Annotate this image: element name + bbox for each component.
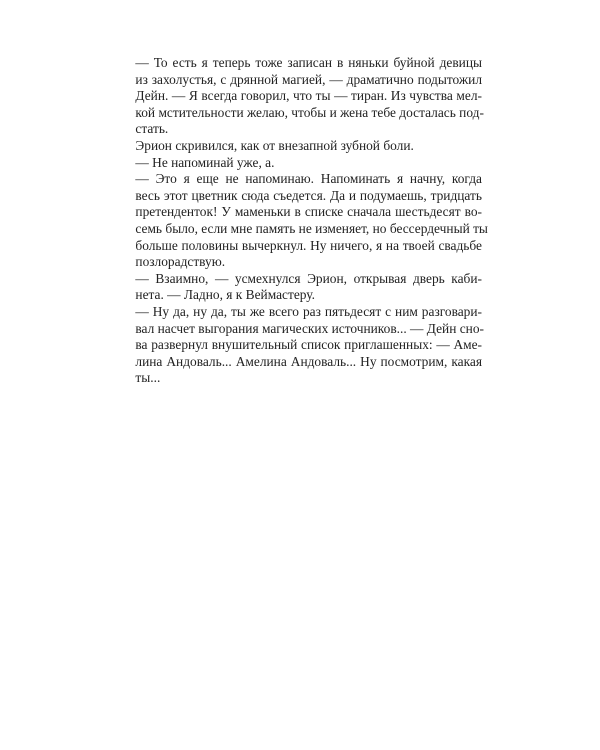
text-line: Дейн. — Я всегда говорил, что ты — тиран. Из чувства мел- (135, 88, 482, 104)
paragraph-2 (118, 138, 482, 155)
text-line: позлорадствую. (135, 254, 226, 270)
text-line: больше половины вычеркнул. Ну ничего, я на твоей свадьбе (135, 237, 482, 253)
text-line: весь этот цветник сюда съедется. Да и подумаешь, тридцать (135, 187, 482, 203)
text-line: — Ну да, ну да, ты же всего раз пятьдесят с ним разговари- (135, 303, 482, 319)
text-line: Эрион скривился, как от внезапной зубной боли. (135, 137, 414, 153)
text-line: ва развернул внушительный список приглашенных: — Аме- (135, 337, 482, 353)
text-line: — Не напоминай уже, а. (135, 154, 275, 170)
text-line: — То есть я теперь тоже записан в няньки буйной девицы (135, 55, 482, 70)
text-line: семь было, если мне память не изменяет, но бессердечный ты (135, 220, 488, 236)
paragraph-6 (118, 304, 482, 387)
text-line: кой мстительности желаю, чтобы и жена тебе досталась под- (135, 104, 484, 120)
paragraph-5 (118, 271, 482, 304)
text-line: стать. (135, 121, 169, 137)
text-line: ты... (135, 370, 161, 386)
paragraph-4 (118, 171, 488, 271)
paragraph-1 (118, 55, 482, 138)
text-line: претенденток! У маменьки в списке сначала шестьдесят во- (135, 204, 482, 220)
text-line: — Взаимно, — усмехнулся Эрион, открывая дверь каби- (135, 270, 482, 286)
text-line: из захолустья, с дрянной магией, — драматично подытожил (135, 71, 482, 87)
paragraph-3 (118, 155, 482, 172)
page-text (118, 55, 488, 387)
text-line: нета. — Ладно, я к Веймастеру. (135, 287, 315, 303)
text-line: вал насчет выгорания магических источников... — Дейн сно- (135, 320, 484, 336)
text-line: лина Андоваль... Амелина Андоваль... Ну посмотрим, какая (135, 353, 482, 369)
text-line: — Это я еще не напоминаю. Напоминать я начну, когда (135, 171, 482, 187)
